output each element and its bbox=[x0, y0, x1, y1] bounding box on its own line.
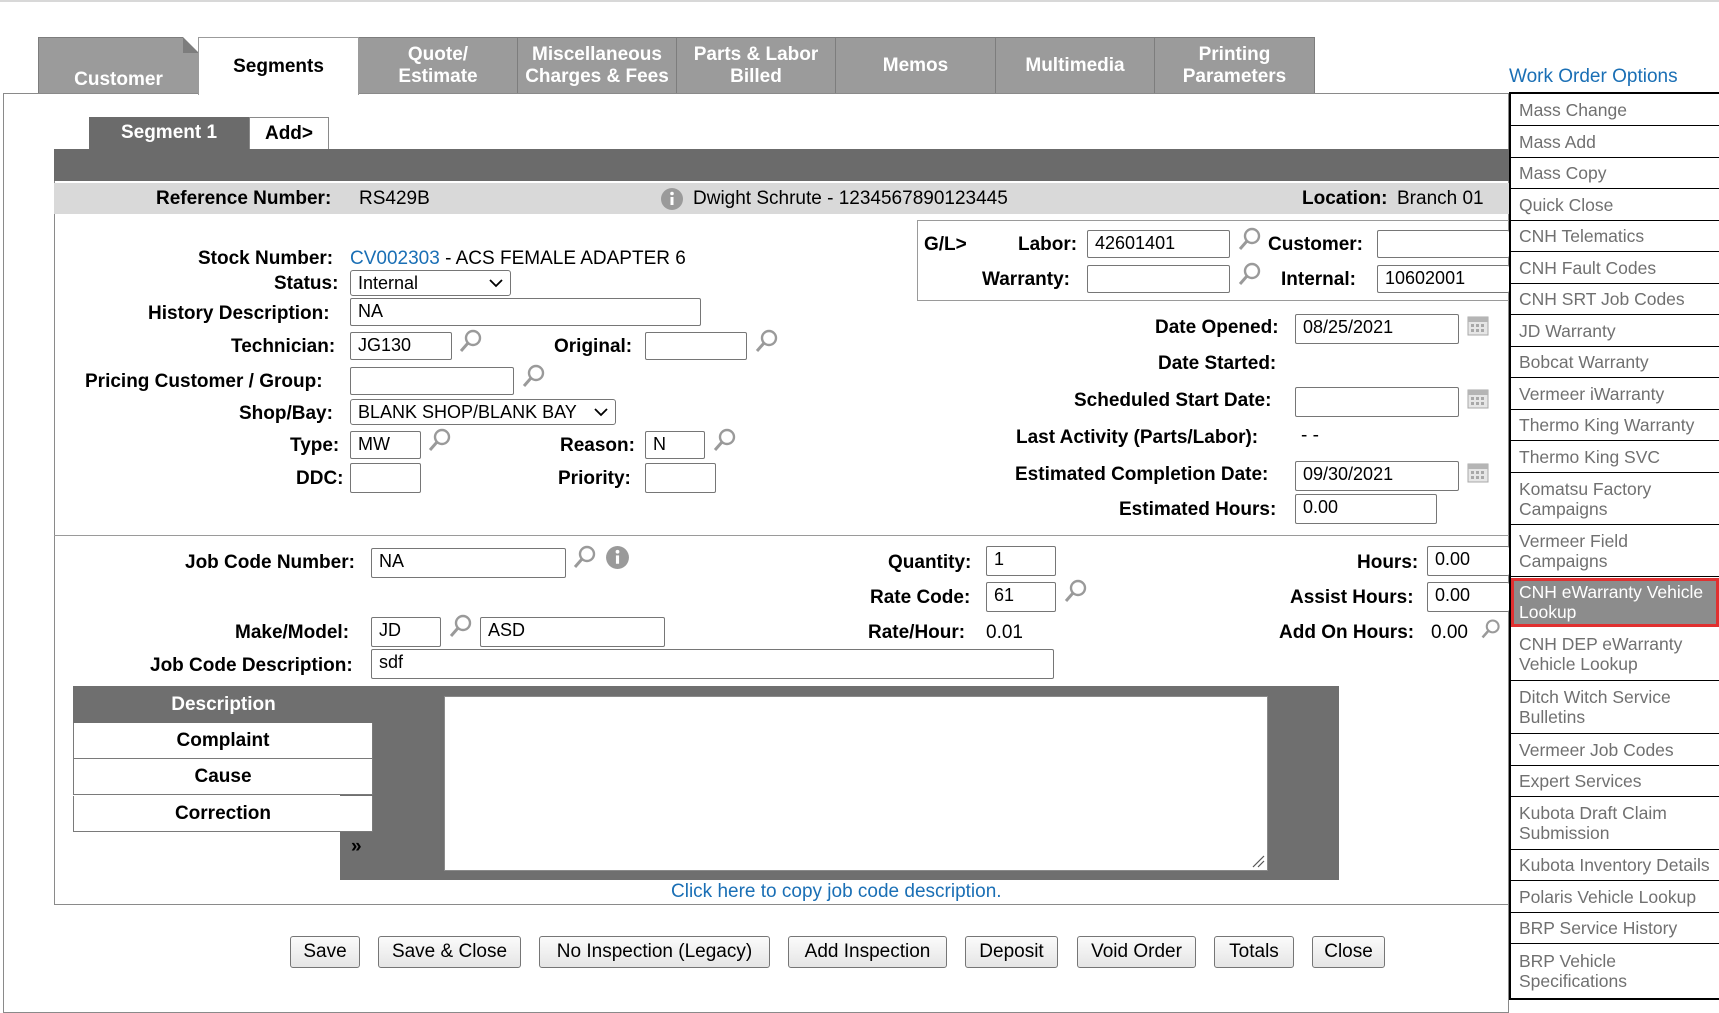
add-on-hours-label: Add On Hours: bbox=[1279, 622, 1415, 643]
customer-gl-label: Customer: bbox=[1268, 234, 1364, 255]
work-order-options-title[interactable]: Work Order Options bbox=[1509, 66, 1678, 87]
menu-item-expert-services[interactable]: Expert Services bbox=[1511, 766, 1719, 797]
expand-toggle[interactable]: » bbox=[351, 836, 362, 857]
menu-item-kubota-draft-claim-submission[interactable]: Kubota Draft Claim Submission bbox=[1511, 797, 1719, 850]
make-model-label: Make/Model: bbox=[235, 622, 350, 643]
menu-item-cnh-telematics[interactable]: CNH Telematics bbox=[1511, 221, 1719, 252]
original-label: Original: bbox=[554, 336, 633, 357]
tab-multimedia[interactable] bbox=[995, 37, 1155, 93]
tab-segments[interactable] bbox=[198, 37, 359, 95]
last-activity-label: Last Activity (Parts/Labor): bbox=[1016, 427, 1259, 448]
reason-input[interactable]: N bbox=[645, 431, 705, 459]
menu-item-thermo-king-svc[interactable]: Thermo King SVC bbox=[1511, 441, 1719, 473]
quantity-label: Quantity: bbox=[888, 552, 972, 573]
priority-input[interactable] bbox=[645, 463, 716, 493]
menu-item-kubota-inventory-details[interactable]: Kubota Inventory Details bbox=[1511, 850, 1719, 881]
add-segment-tab[interactable] bbox=[249, 117, 329, 149]
reason-search-icon[interactable] bbox=[712, 427, 738, 453]
menu-item-bobcat-warranty[interactable]: Bobcat Warranty bbox=[1511, 347, 1719, 378]
date-started-label: Date Started: bbox=[1158, 353, 1277, 374]
info-icon[interactable] bbox=[660, 187, 684, 211]
top-border bbox=[0, 0, 1719, 2]
menu-item-quick-close[interactable]: Quick Close bbox=[1511, 189, 1719, 221]
menu-item-mass-copy[interactable]: Mass Copy bbox=[1511, 158, 1719, 189]
tab-parts-labor[interactable] bbox=[676, 37, 836, 93]
deposit-button[interactable]: Deposit bbox=[965, 936, 1058, 968]
save-button[interactable]: Save bbox=[290, 936, 360, 968]
close-button[interactable]: Close bbox=[1312, 936, 1385, 968]
rate-hour-label: Rate/Hour: bbox=[868, 622, 966, 643]
history-description-input[interactable]: NA bbox=[350, 298, 701, 326]
ddc-input[interactable] bbox=[350, 463, 421, 493]
menu-item-vermeer-field-campaigns[interactable]: Vermeer Field Campaigns bbox=[1511, 525, 1719, 577]
menu-item-cnh-ewarranty-vehicle-lookup[interactable]: CNH eWarranty Vehicle Lookup bbox=[1511, 578, 1719, 627]
scheduled-start-input[interactable] bbox=[1295, 387, 1459, 417]
menu-item-cnh-dep-ewarranty-vehicle-lookup[interactable]: CNH DEP eWarranty Vehicle Lookup bbox=[1511, 628, 1719, 681]
tab-multimedia-label: Multimedia bbox=[1025, 54, 1125, 76]
tab-customer-label: Customer bbox=[74, 69, 163, 90]
add-segment-label: Add> bbox=[264, 122, 314, 144]
resize-handle-icon[interactable] bbox=[1251, 854, 1265, 868]
tab-label-line: Printing bbox=[1198, 43, 1271, 65]
no-inspection-button[interactable]: No Inspection (Legacy) bbox=[539, 936, 770, 968]
tab-label-line: Charges & Fees bbox=[525, 65, 669, 87]
quantity-input[interactable]: 1 bbox=[986, 546, 1056, 576]
correction-row[interactable]: Correction bbox=[73, 796, 373, 832]
menu-item-cnh-srt-job-codes[interactable]: CNH SRT Job Codes bbox=[1511, 284, 1719, 315]
tab-segments-label: Segments bbox=[233, 55, 324, 77]
void-order-button[interactable]: Void Order bbox=[1077, 936, 1196, 968]
make-search-icon[interactable] bbox=[448, 613, 474, 639]
add-on-hours-search-icon[interactable] bbox=[1480, 618, 1502, 640]
description-header: Description bbox=[73, 686, 374, 723]
stock-number-row bbox=[350, 248, 686, 270]
history-description-label: History Description: bbox=[148, 303, 330, 324]
reference-number-value: RS429B bbox=[359, 188, 430, 209]
job-code-search-icon[interactable] bbox=[572, 544, 598, 570]
shop-bay-select[interactable] bbox=[350, 399, 616, 425]
add-on-hours-value: 0.00 bbox=[1431, 622, 1468, 643]
hours-input[interactable]: 0.00 bbox=[1427, 546, 1509, 576]
location-label: Location: bbox=[1302, 188, 1388, 209]
job-code-number-input[interactable]: NA bbox=[371, 548, 566, 578]
est-completion-label: Estimated Completion Date: bbox=[1015, 464, 1269, 485]
menu-item-vermeer-job-codes[interactable]: Vermeer Job Codes bbox=[1511, 734, 1719, 766]
rate-code-label: Rate Code: bbox=[870, 587, 971, 608]
type-input[interactable]: MW bbox=[350, 431, 421, 459]
menu-item-brp-vehicle-specifications[interactable]: BRP Vehicle Specifications bbox=[1519, 951, 1627, 991]
tab-label-line: Billed bbox=[730, 65, 782, 87]
save-close-button[interactable]: Save & Close bbox=[378, 936, 521, 968]
scheduled-start-label: Scheduled Start Date: bbox=[1074, 390, 1272, 411]
tab-printing-parameters[interactable] bbox=[1154, 37, 1315, 93]
menu-item-mass-change[interactable]: Mass Change bbox=[1511, 94, 1719, 126]
date-opened-label: Date Opened: bbox=[1155, 317, 1279, 338]
segment-header-bar bbox=[54, 149, 1514, 181]
technician-search-icon[interactable] bbox=[458, 328, 484, 354]
gl-label: G/L> bbox=[924, 234, 967, 255]
tab-memos-label: Memos bbox=[882, 54, 949, 76]
technician-label: Technician: bbox=[231, 336, 336, 357]
reason-label: Reason: bbox=[560, 435, 635, 456]
tab-quote-estimate[interactable] bbox=[358, 37, 518, 93]
labor-gl-search-icon[interactable] bbox=[1237, 226, 1263, 252]
ddc-label: DDC: bbox=[296, 468, 344, 489]
segment-1-tab[interactable] bbox=[89, 117, 249, 149]
technician-input[interactable]: JG130 bbox=[350, 332, 452, 360]
job-code-number-label: Job Code Number: bbox=[185, 552, 355, 573]
status-value: Internal bbox=[358, 272, 419, 293]
make-input[interactable]: JD bbox=[371, 617, 441, 647]
totals-button[interactable]: Totals bbox=[1214, 936, 1294, 968]
location-value: Branch 01 bbox=[1397, 188, 1484, 209]
tab-label-line: Parts & Labor bbox=[693, 43, 819, 65]
job-code-description-label: Job Code Description: bbox=[150, 655, 353, 676]
info-icon[interactable] bbox=[605, 545, 630, 570]
status-label: Status: bbox=[274, 273, 339, 294]
menu-item-jd-warranty[interactable]: JD Warranty bbox=[1511, 315, 1719, 347]
original-input[interactable] bbox=[645, 332, 747, 360]
tab-label-line: Estimate bbox=[398, 65, 478, 87]
add-inspection-button[interactable]: Add Inspection bbox=[788, 936, 947, 968]
original-search-icon[interactable] bbox=[754, 328, 780, 354]
menu-item-komatsu-factory-campaigns[interactable]: Komatsu Factory Campaigns bbox=[1511, 473, 1719, 525]
menu-item-mass-add[interactable]: Mass Add bbox=[1511, 126, 1719, 158]
assist-hours-label: Assist Hours: bbox=[1290, 587, 1414, 608]
warranty-gl-search-icon[interactable] bbox=[1237, 261, 1263, 287]
hours-label: Hours: bbox=[1357, 552, 1419, 573]
section-divider bbox=[54, 535, 1514, 536]
description-textarea[interactable] bbox=[444, 696, 1268, 871]
customer-gl-input[interactable] bbox=[1377, 230, 1509, 258]
complaint-row[interactable]: Complaint bbox=[73, 723, 373, 759]
calendar-icon[interactable] bbox=[1467, 387, 1489, 409]
rate-code-search-icon[interactable] bbox=[1063, 578, 1089, 604]
rate-code-input[interactable]: 61 bbox=[986, 582, 1056, 612]
warranty-label: Warranty: bbox=[982, 269, 1070, 290]
assist-hours-input[interactable]: 0.00 bbox=[1427, 582, 1509, 612]
stock-number-label: Stock Number: bbox=[198, 248, 334, 269]
tab-memos[interactable] bbox=[835, 37, 996, 93]
internal-gl-input[interactable]: 10602001 bbox=[1377, 265, 1509, 293]
est-hours-input[interactable]: 0.00 bbox=[1295, 494, 1437, 524]
calendar-icon[interactable] bbox=[1467, 314, 1489, 336]
tab-label-line: Miscellaneous bbox=[532, 43, 662, 65]
tab-label-line: Parameters bbox=[1182, 65, 1287, 87]
est-completion-input[interactable]: 09/30/2021 bbox=[1295, 461, 1459, 491]
date-opened-input[interactable]: 08/25/2021 bbox=[1295, 314, 1459, 344]
menu-item-polaris-vehicle-lookup[interactable]: Polaris Vehicle Lookup bbox=[1511, 881, 1719, 913]
job-code-description-input[interactable]: sdf bbox=[371, 649, 1054, 679]
menu-item-cnh-fault-codes[interactable]: CNH Fault Codes bbox=[1511, 252, 1719, 284]
internal-gl-label: Internal: bbox=[1281, 269, 1356, 290]
shop-bay-label: Shop/Bay: bbox=[239, 403, 333, 424]
menu-item-vermeer-iwarranty[interactable]: Vermeer iWarranty bbox=[1511, 378, 1719, 410]
last-activity-value: - - bbox=[1301, 425, 1319, 446]
status-select[interactable] bbox=[350, 270, 511, 296]
segment-1-label: Segment 1 bbox=[120, 122, 218, 143]
reference-number-label: Reference Number: bbox=[156, 188, 332, 209]
pricing-customer-input[interactable] bbox=[350, 367, 514, 395]
labor-gl-input[interactable]: 42601401 bbox=[1087, 230, 1230, 258]
rate-hour-value: 0.01 bbox=[986, 622, 1023, 643]
model-input[interactable]: ASD bbox=[480, 617, 665, 647]
menu-item-brp-service-history[interactable]: BRP Service History bbox=[1511, 913, 1719, 944]
pricing-customer-label: Pricing Customer / Group: bbox=[85, 371, 323, 392]
cause-row[interactable]: Cause bbox=[73, 759, 373, 795]
stock-description: - ACS FEMALE ADAPTER 6 bbox=[439, 248, 686, 269]
labor-label: Labor: bbox=[1018, 234, 1078, 255]
warranty-gl-input[interactable] bbox=[1087, 265, 1230, 293]
type-label: Type: bbox=[290, 435, 340, 456]
copy-job-code-description-link[interactable]: Click here to copy job code description. bbox=[671, 881, 1002, 902]
stock-number-link[interactable]: CV002303 bbox=[350, 248, 440, 269]
menu-item-ditch-witch-service-bulletins[interactable]: Ditch Witch Service Bulletins bbox=[1511, 681, 1719, 734]
priority-label: Priority: bbox=[558, 468, 631, 489]
chevron-down-icon bbox=[489, 278, 503, 288]
tab-customer[interactable] bbox=[38, 37, 199, 93]
calendar-icon[interactable] bbox=[1467, 461, 1489, 483]
chevron-down-icon bbox=[594, 407, 608, 417]
est-hours-label: Estimated Hours: bbox=[1119, 499, 1277, 520]
pricing-customer-search-icon[interactable] bbox=[521, 363, 547, 389]
menu-item-thermo-king-warranty[interactable]: Thermo King Warranty bbox=[1511, 410, 1719, 441]
shop-bay-value: BLANK SHOP/BLANK BAY bbox=[358, 401, 577, 422]
tab-label-line: Quote/ bbox=[407, 43, 469, 65]
assigned-user: Dwight Schrute - 1234567890123445 bbox=[693, 188, 1008, 209]
type-search-icon[interactable] bbox=[427, 427, 453, 453]
tab-misc-charges[interactable] bbox=[517, 37, 677, 93]
